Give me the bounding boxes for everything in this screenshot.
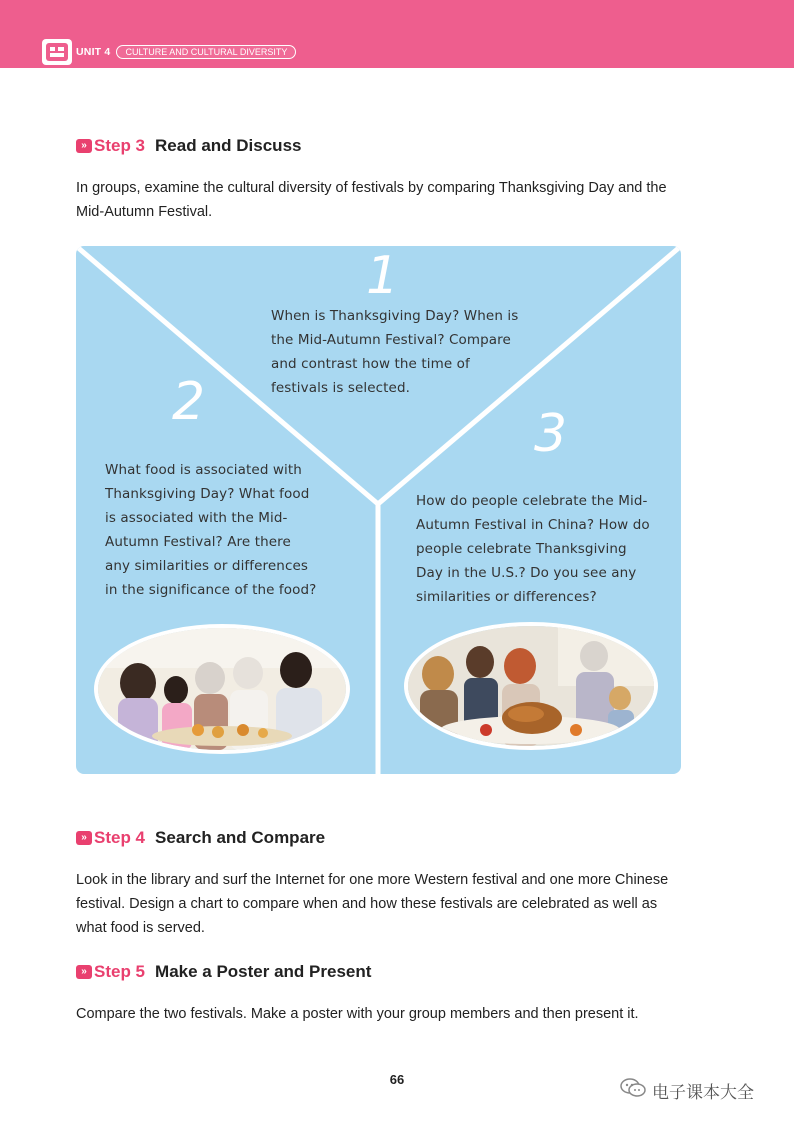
unit-logo-icon [42,39,72,65]
question-2-number: 2 [172,372,206,432]
step5-body: Compare the two festivals. Make a poster with your group members and then present it. [76,1006,639,1022]
step5-heading [76,962,371,982]
page-number: 66 [389,1072,405,1087]
step5-title: Make a Poster and Present [155,962,372,981]
question-3-number: 3 [534,404,568,464]
step3-title: Read and Discuss [155,136,302,155]
double-chevron-icon: » [76,831,92,845]
thanksgiving-family-photo [404,622,658,750]
question-2-text: What food is associated with Thanksgiving Day? What food is associated with the Mid-Autumn Festival? Are there any similarities or differences in the significance of the food? [105,462,317,598]
step3-intro: In groups, examine the cultural diversity of festivals by comparing Thanksgiving Day and the Mid-Autumn Festival. [76,180,667,220]
step4-body: Look in the library and surf the Internet for one more Western festival and one more Chinese festival. Design a chart to compare when and how these festivals are celebrated as well as what food is served. [76,872,669,936]
brand-watermark [620,1077,754,1104]
unit-title: CULTURE AND CULTURAL DIVERSITY [116,45,296,59]
question-1-text: When is Thanksgiving Day? When is the Mid-Autumn Festival? Compare and contrast how the time of festivals is selected. [271,308,519,396]
step4-number: Step 4 [94,828,146,847]
chinese-family-photo [94,624,350,754]
brand-text: 电子课本大全 [652,1083,754,1102]
discussion-panel [76,246,681,774]
double-chevron-icon: » [76,139,92,153]
double-chevron-icon: » [76,965,92,979]
step3-number: Step 3 [94,136,146,155]
step3-heading [76,136,301,156]
wechat-icon [620,1077,646,1104]
step4-title: Search and Compare [155,828,326,847]
step4-heading [76,828,325,848]
unit-tag [42,40,296,64]
unit-label: UNIT 4 [76,46,111,58]
step5-number: Step 5 [94,962,146,981]
question-1-number: 1 [366,246,400,306]
question-3-text: How do people celebrate the Mid-Autumn Festival in China? How do people celebrate Thanksgiving Day in the U.S.? Do you see any similarities or differences? [416,493,650,605]
